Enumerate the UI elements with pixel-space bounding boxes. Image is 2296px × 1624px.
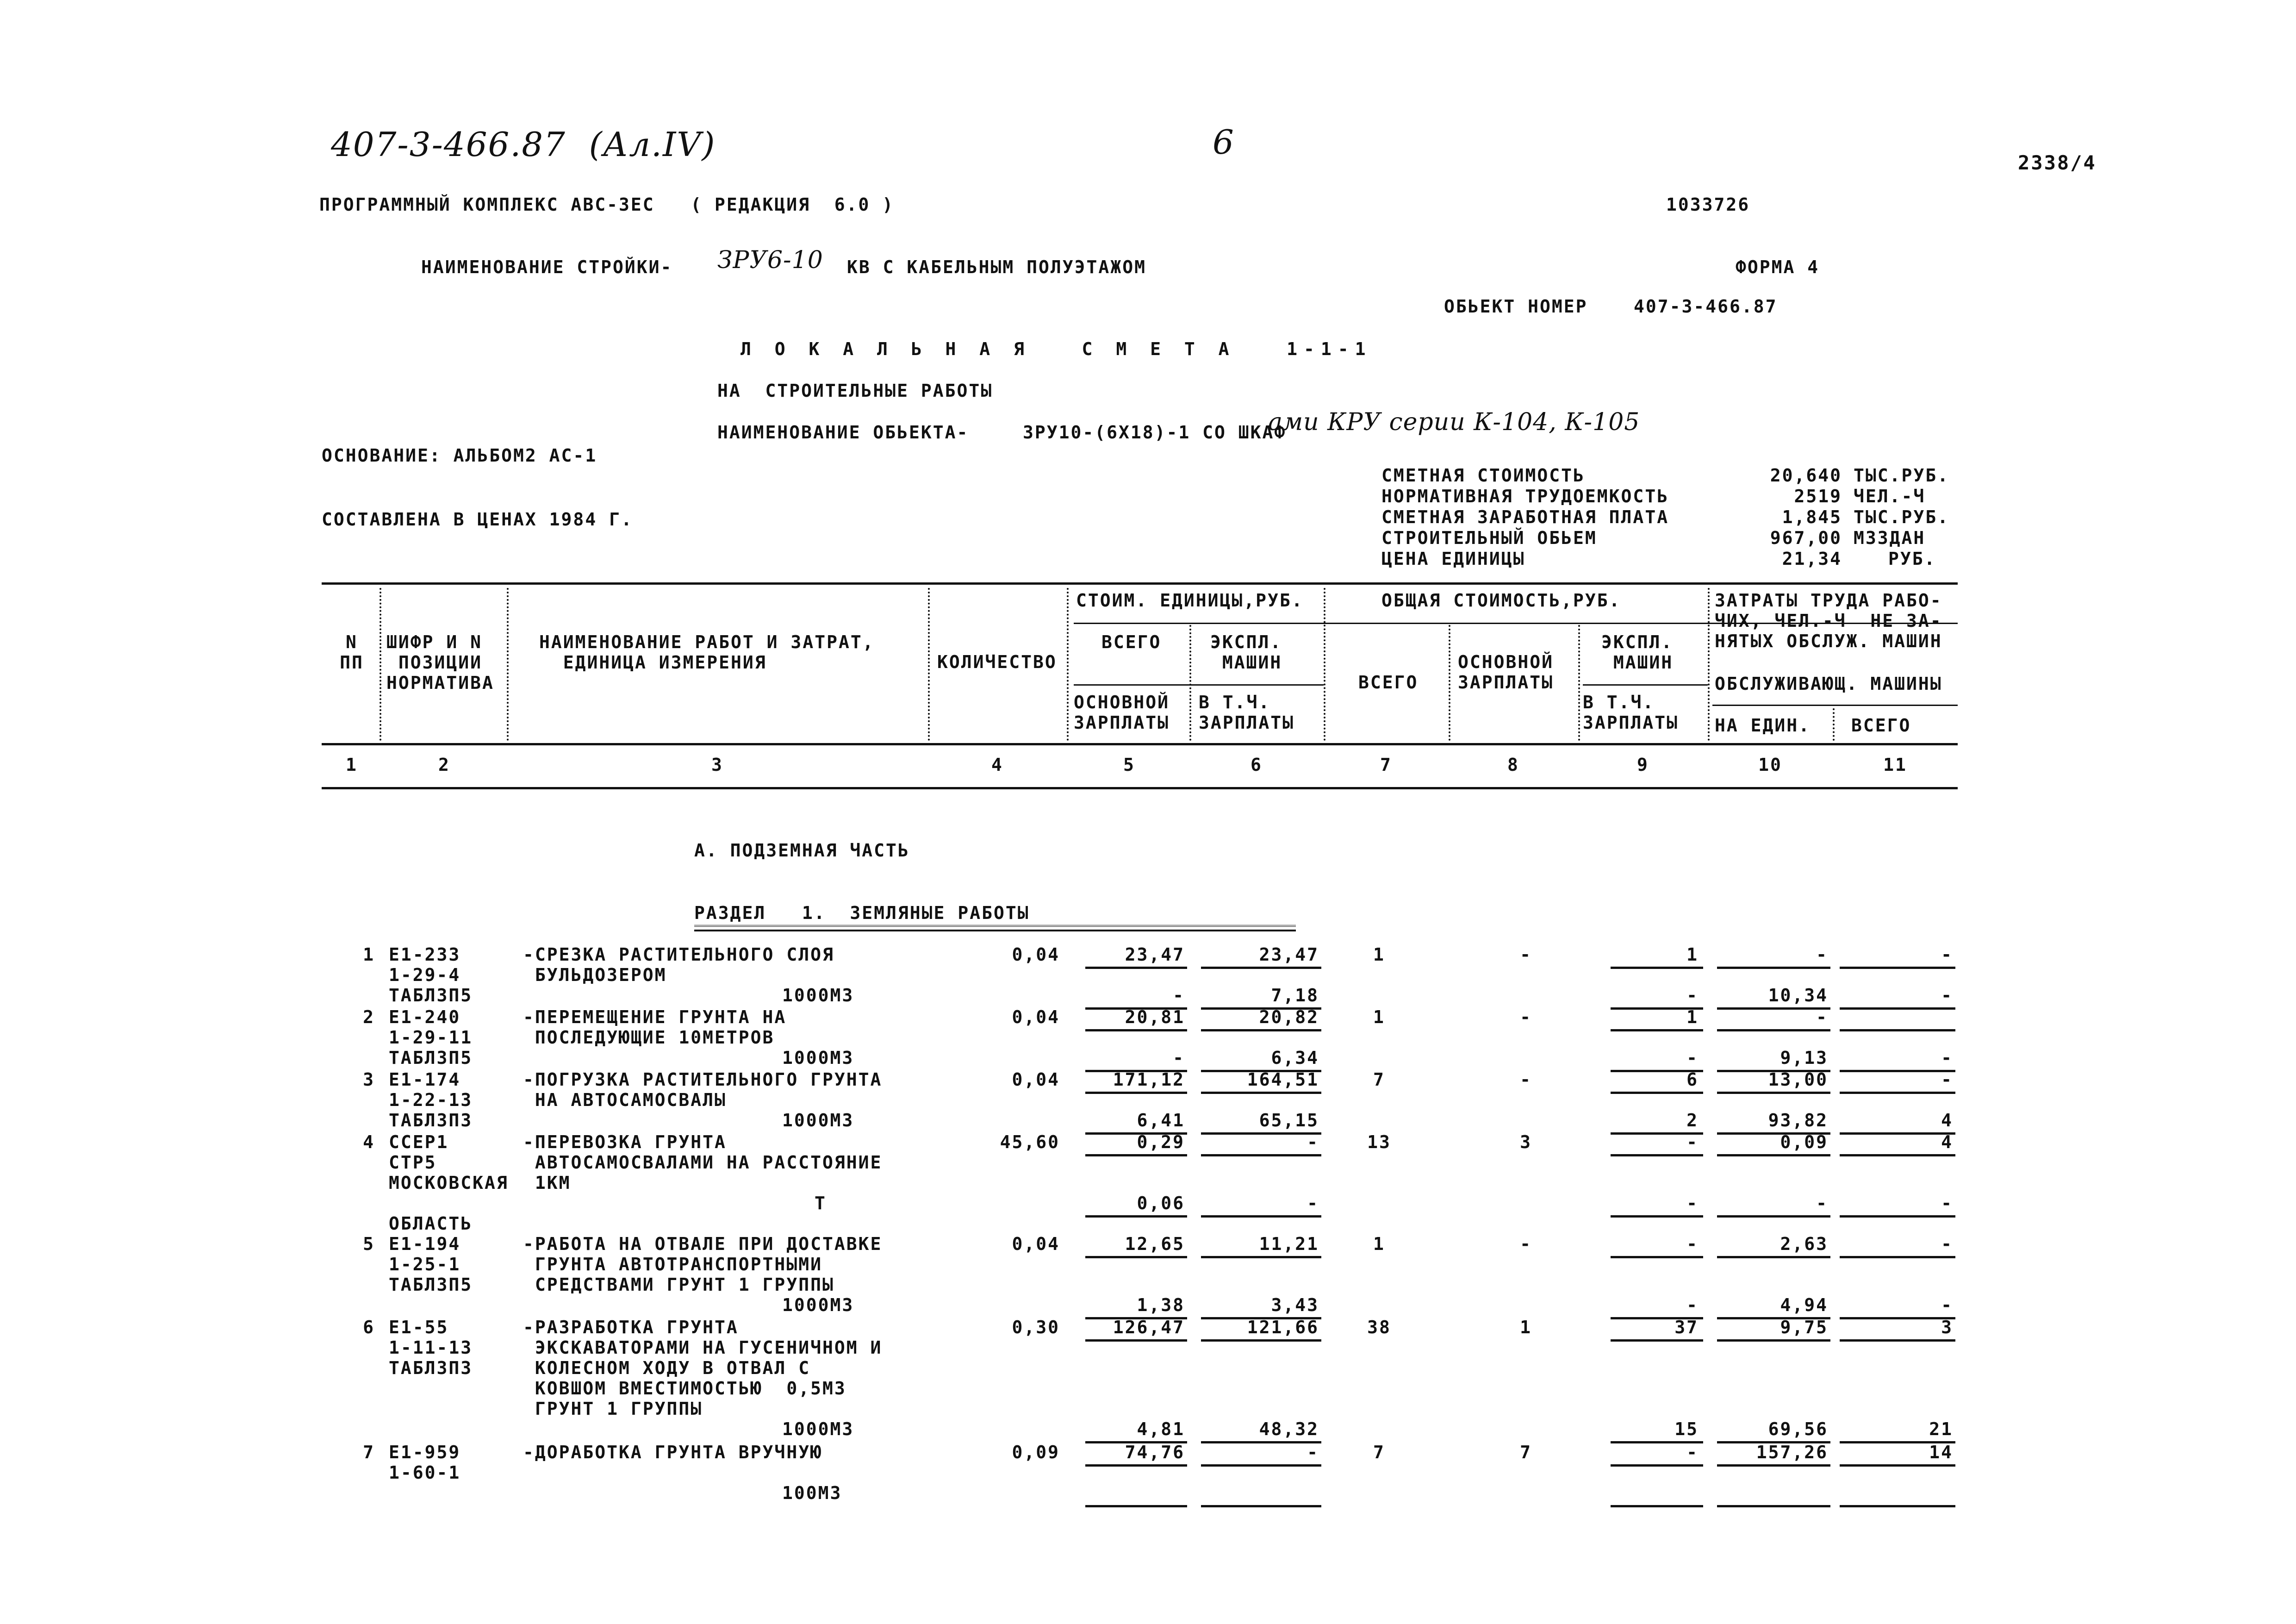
row-labor-mach-total: - bbox=[1941, 1295, 1953, 1315]
row-total-mach: 1 bbox=[1686, 1007, 1699, 1027]
section-title: РАЗДЕЛ 1. ЗЕМЛЯНЫЕ РАБОТЫ bbox=[694, 903, 1030, 923]
cell-rule bbox=[1717, 1256, 1830, 1258]
row-labor-unit: 157,26 bbox=[1756, 1442, 1828, 1462]
row-total-wage: - bbox=[1520, 944, 1532, 965]
row-quantity: 0,04 bbox=[1012, 944, 1060, 965]
row-unit-cost-mach: - bbox=[1307, 1442, 1319, 1462]
row-name: -ДОРАБОТКА ГРУНТА ВРУЧНУЮ bbox=[523, 1442, 822, 1462]
row-unit: 1000М3 bbox=[782, 1295, 854, 1315]
cell-rule bbox=[1085, 1092, 1187, 1094]
cell-rule bbox=[1085, 1339, 1187, 1342]
row-name: 1КМ bbox=[523, 1173, 571, 1193]
row-total-mach: 6 bbox=[1686, 1069, 1699, 1090]
cell-rule bbox=[1611, 1464, 1703, 1467]
column-divider bbox=[928, 588, 930, 741]
column-divider bbox=[1189, 625, 1191, 741]
cell-rule bbox=[1611, 1256, 1703, 1258]
row-labor-mach-unit: 9,13 bbox=[1780, 1048, 1828, 1068]
row-name: -ПЕРЕВОЗКА ГРУНТА bbox=[523, 1132, 727, 1152]
column-divider bbox=[380, 588, 381, 741]
row-quantity: 0,04 bbox=[1012, 1069, 1060, 1090]
handwritten-code: 407-3-466.87 (Ал.IV) bbox=[331, 125, 716, 164]
row-unit: 100М3 bbox=[782, 1483, 842, 1503]
col-number: 1 bbox=[346, 755, 358, 775]
construction-name: КВ С КАБЕЛЬНЫМ ПОЛУЭТАЖОМ bbox=[847, 257, 1146, 277]
col-header-number: N ПП bbox=[340, 632, 364, 673]
row-total-mach-wage: - bbox=[1686, 985, 1699, 1006]
summary-unit: ТЫС.РУБ. bbox=[1854, 465, 1950, 486]
object-number-label: ОБЬЕКТ НОМЕР bbox=[1444, 296, 1588, 317]
row-unit-cost-mach: 23,47 bbox=[1259, 944, 1319, 965]
row-number: 1 bbox=[363, 944, 375, 965]
col-number: 10 bbox=[1758, 755, 1782, 775]
document-subtitle: НА СТРОИТЕЛЬНЫЕ РАБОТЫ bbox=[717, 381, 993, 401]
col-header-labor-mach: ОБСЛУЖИВАЮЩ. МАШИНЫ bbox=[1715, 674, 1942, 694]
summary-value: 21,34 bbox=[1782, 549, 1842, 569]
cell-rule bbox=[1085, 1464, 1187, 1467]
summary-value: 1,845 bbox=[1782, 507, 1842, 527]
row-quantity: 0,09 bbox=[1012, 1442, 1060, 1462]
cell-rule bbox=[1611, 1092, 1703, 1094]
col-header-labor-unit: НА ЕДИН. bbox=[1715, 715, 1811, 736]
row-total-wage: - bbox=[1520, 1007, 1532, 1027]
row-number: 5 bbox=[363, 1234, 375, 1254]
row-number: 3 bbox=[363, 1069, 375, 1090]
cell-rule bbox=[1840, 1505, 1955, 1507]
column-divider bbox=[1708, 588, 1710, 741]
code-number: 1033726 bbox=[1666, 194, 1750, 215]
summary-label: СМЕТНАЯ СТОИМОСТЬ bbox=[1381, 465, 1585, 486]
cell-rule bbox=[1840, 1215, 1955, 1218]
row-unit-cost-mach: 164,51 bbox=[1247, 1069, 1319, 1090]
cell-rule bbox=[1611, 1505, 1703, 1507]
row-labor-total: 3 bbox=[1941, 1317, 1953, 1337]
row-code: Е1-959 bbox=[389, 1442, 461, 1462]
row-labor-mach-total: - bbox=[1941, 985, 1953, 1006]
row-unit-cost-total: 171,12 bbox=[1113, 1069, 1185, 1090]
row-code: СТР5 bbox=[389, 1152, 437, 1173]
col-header-labor: ЗАТРАТЫ ТРУДА РАБО- ЧИХ, ЧЕЛ.-Ч НЕ ЗА- НЯТЫХ ОБСЛУЖ. МАШИН bbox=[1715, 590, 1942, 651]
row-number: 2 bbox=[363, 1007, 375, 1027]
row-code: Е1-174 bbox=[389, 1069, 461, 1090]
cell-rule bbox=[1717, 1029, 1830, 1031]
row-unit-wage: - bbox=[1173, 1048, 1185, 1068]
row-labor-unit: 9,75 bbox=[1780, 1317, 1828, 1337]
row-labor-mach-unit: - bbox=[1816, 1193, 1828, 1213]
row-unit-cost-total: 20,81 bbox=[1125, 1007, 1185, 1027]
row-code: ТАБЛ3П5 bbox=[389, 985, 473, 1006]
row-code: 1-11-13 bbox=[389, 1337, 473, 1358]
cell-rule bbox=[1840, 1007, 1955, 1010]
col-header-tc-mach: ЭКСПЛ. МАШИН bbox=[1601, 632, 1674, 673]
cell-rule bbox=[1611, 1154, 1703, 1156]
cell-rule bbox=[1840, 1464, 1955, 1467]
row-unit-cost-total: 12,65 bbox=[1125, 1234, 1185, 1254]
row-quantity: 0,04 bbox=[1012, 1007, 1060, 1027]
cell-rule bbox=[1201, 1092, 1321, 1094]
row-total-cost: 1 bbox=[1373, 1234, 1385, 1254]
summary-label: СМЕТНАЯ ЗАРАБОТНАЯ ПЛАТА bbox=[1381, 507, 1669, 527]
col-number: 3 bbox=[711, 755, 723, 775]
col-header-code: ШИФР И N ПОЗИЦИИ НОРМАТИВА bbox=[386, 632, 494, 693]
row-name: ПОСЛЕДУЮЩИЕ 10МЕТРОВ bbox=[523, 1027, 775, 1048]
row-unit-wage: 0,06 bbox=[1137, 1193, 1185, 1213]
row-total-wage: 7 bbox=[1520, 1442, 1532, 1462]
construction-hand: ЗРУ6-10 bbox=[717, 246, 823, 274]
cell-rule bbox=[1717, 1154, 1830, 1156]
row-unit-cost-total: 126,47 bbox=[1113, 1317, 1185, 1337]
header-rule-mid4 bbox=[1712, 705, 1958, 706]
row-unit-mach-wage: 3,43 bbox=[1271, 1295, 1319, 1315]
row-name: НА АВТОСАМОСВАЛЫ bbox=[523, 1090, 727, 1110]
summary-value: 20,640 bbox=[1770, 465, 1842, 486]
row-unit-wage: 6,41 bbox=[1137, 1110, 1185, 1131]
row-name: -РАЗРАБОТКА ГРУНТА bbox=[523, 1317, 739, 1337]
col-header-tc-incl: В Т.Ч. ЗАРПЛАТЫ bbox=[1583, 692, 1679, 733]
row-labor-mach-total: 21 bbox=[1929, 1419, 1953, 1439]
row-total-mach-wage: - bbox=[1686, 1048, 1699, 1068]
cell-rule bbox=[1085, 1029, 1187, 1031]
row-labor-mach-unit: 93,82 bbox=[1768, 1110, 1828, 1131]
row-code: Е1-233 bbox=[389, 944, 461, 965]
prices-year: СОСТАВЛЕНА В ЦЕНАХ 1984 Г. bbox=[322, 509, 633, 530]
cell-rule bbox=[1085, 1154, 1187, 1156]
column-divider bbox=[1324, 588, 1325, 741]
row-unit-cost-total: 0,29 bbox=[1137, 1132, 1185, 1152]
row-code: Е1-55 bbox=[389, 1317, 449, 1337]
row-labor-mach-total: - bbox=[1941, 1048, 1953, 1068]
cell-rule bbox=[1717, 1092, 1830, 1094]
row-total-cost: 1 bbox=[1373, 944, 1385, 965]
row-labor-total: 4 bbox=[1941, 1132, 1953, 1152]
row-unit: Т bbox=[815, 1193, 827, 1213]
row-code: ТАБЛ3П5 bbox=[389, 1048, 473, 1068]
cell-rule bbox=[1611, 1339, 1703, 1342]
row-labor-mach-unit: 10,34 bbox=[1768, 985, 1828, 1006]
row-unit: 1000М3 bbox=[782, 1048, 854, 1068]
col-header-labor-total: ВСЕГО bbox=[1851, 715, 1911, 736]
summary-unit: ТЫС.РУБ. bbox=[1854, 507, 1950, 527]
cell-rule bbox=[1717, 1464, 1830, 1467]
row-unit-cost-total: 23,47 bbox=[1125, 944, 1185, 965]
cell-rule bbox=[1201, 1339, 1321, 1342]
row-labor-total: 14 bbox=[1929, 1442, 1953, 1462]
row-unit-cost-mach: - bbox=[1307, 1132, 1319, 1152]
row-labor-mach-total: 4 bbox=[1941, 1110, 1953, 1131]
program-line: ПРОГРАММНЫЙ КОМПЛЕКС АВС-3ЕС ( РЕДАКЦИЯ 6.0 ) bbox=[319, 194, 895, 215]
row-code: ССЕР1 bbox=[389, 1132, 449, 1152]
col-number: 8 bbox=[1507, 755, 1519, 775]
row-labor-mach-unit: 4,94 bbox=[1780, 1295, 1828, 1315]
row-name: КОВШОМ ВМЕСТИМОСТЬЮ 0,5М3 bbox=[523, 1378, 846, 1399]
row-unit-wage: - bbox=[1173, 985, 1185, 1006]
form-label: ФОРМА 4 bbox=[1736, 257, 1820, 277]
object-label: НАИМЕНОВАНИЕ ОБЬЕКТА- bbox=[717, 422, 969, 443]
row-name: СРЕДСТВАМИ ГРУНТ 1 ГРУППЫ bbox=[523, 1274, 834, 1295]
col-header-uc-wage: ОСНОВНОЙ ЗАРПЛАТЫ bbox=[1074, 692, 1170, 733]
row-unit-mach-wage: - bbox=[1307, 1193, 1319, 1213]
col-header-uc-mach: ЭКСПЛ. МАШИН bbox=[1210, 632, 1282, 673]
col-number: 5 bbox=[1123, 755, 1135, 775]
row-code: ТАБЛ3П3 bbox=[389, 1358, 473, 1378]
summary-value: 967,00 bbox=[1770, 528, 1842, 548]
row-total-wage: - bbox=[1520, 1234, 1532, 1254]
header-rule-mid3 bbox=[1583, 684, 1708, 686]
row-unit-cost-mach: 11,21 bbox=[1259, 1234, 1319, 1254]
row-code: ТАБЛ3П5 bbox=[389, 1274, 473, 1295]
row-total-cost: 7 bbox=[1373, 1069, 1385, 1090]
cell-rule bbox=[1201, 967, 1321, 969]
row-code: 1-25-1 bbox=[389, 1254, 461, 1274]
row-unit-mach-wage: 65,15 bbox=[1259, 1110, 1319, 1131]
document-title: Л О К А Л Ь Н А Я С М Е Т А 1-1-1 bbox=[740, 339, 1372, 359]
row-name: ЭКСКАВАТОРАМИ НА ГУСЕНИЧНОМ И bbox=[523, 1337, 883, 1358]
cell-rule bbox=[1611, 967, 1703, 969]
cell-rule bbox=[1717, 1339, 1830, 1342]
col-number: 6 bbox=[1251, 755, 1263, 775]
row-name: ГРУНТА АВТОТРАНСПОРТНЫМИ bbox=[523, 1254, 822, 1274]
cell-rule bbox=[1201, 1256, 1321, 1258]
row-total-mach: 1 bbox=[1686, 944, 1699, 965]
row-total-mach-wage: 15 bbox=[1674, 1419, 1699, 1439]
row-labor-unit: 2,63 bbox=[1780, 1234, 1828, 1254]
row-labor-total: - bbox=[1941, 1069, 1953, 1090]
row-total-cost: 38 bbox=[1367, 1317, 1391, 1337]
row-quantity: 45,60 bbox=[1000, 1132, 1060, 1152]
row-code: МОСКОВСКАЯ bbox=[389, 1173, 509, 1193]
col-header-tc-wage: ОСНОВНОЙ ЗАРПЛАТЫ bbox=[1458, 652, 1554, 693]
column-divider bbox=[507, 588, 509, 741]
cell-rule bbox=[1085, 1256, 1187, 1258]
cell-rule bbox=[1201, 1215, 1321, 1218]
row-total-cost: 7 bbox=[1373, 1442, 1385, 1462]
cell-rule bbox=[1840, 1256, 1955, 1258]
row-name: -ПОГРУЗКА РАСТИТЕЛЬНОГО ГРУНТА bbox=[523, 1069, 883, 1090]
summary-label: НОРМАТИВНАЯ ТРУДОЕМКОСТЬ bbox=[1381, 486, 1669, 506]
row-labor-total: - bbox=[1941, 1234, 1953, 1254]
row-quantity: 0,30 bbox=[1012, 1317, 1060, 1337]
cell-rule bbox=[1085, 1215, 1187, 1218]
row-labor-unit: - bbox=[1816, 944, 1828, 965]
row-code: 1-60-1 bbox=[389, 1462, 461, 1483]
row-unit: 1000М3 bbox=[782, 1110, 854, 1131]
cell-rule bbox=[1201, 1154, 1321, 1156]
column-divider bbox=[1833, 708, 1835, 741]
summary-unit: ЧЕЛ.-Ч bbox=[1854, 486, 1926, 506]
row-labor-total: - bbox=[1941, 944, 1953, 965]
col-header-uc-total: ВСЕГО bbox=[1101, 632, 1162, 652]
cell-rule bbox=[1717, 1505, 1830, 1507]
row-unit-mach-wage: 6,34 bbox=[1271, 1048, 1319, 1068]
row-total-mach: - bbox=[1686, 1442, 1699, 1462]
row-total-cost: 1 bbox=[1373, 1007, 1385, 1027]
row-labor-unit: - bbox=[1816, 1007, 1828, 1027]
row-unit-cost-total: 74,76 bbox=[1125, 1442, 1185, 1462]
summary-unit: РУБ. bbox=[1888, 549, 1936, 569]
header-rule-bottom bbox=[322, 743, 1958, 745]
row-total-wage: 1 bbox=[1520, 1317, 1532, 1337]
header-rule-top bbox=[322, 582, 1958, 585]
page-number: 6 bbox=[1213, 123, 1235, 162]
col-header-total-cost: ОБЩАЯ СТОИМОСТЬ,РУБ. bbox=[1381, 590, 1621, 611]
row-labor-unit: 0,09 bbox=[1780, 1132, 1828, 1152]
row-name: ГРУНТ 1 ГРУППЫ bbox=[523, 1399, 703, 1419]
col-header-name: НАИМЕНОВАНИЕ РАБОТ И ЗАТРАТ, ЕДИНИЦА ИЗМЕРЕНИЯ bbox=[539, 632, 875, 673]
row-code: 1-29-11 bbox=[389, 1027, 473, 1048]
cell-rule bbox=[1840, 1154, 1955, 1156]
row-code: Е1-240 bbox=[389, 1007, 461, 1027]
row-unit-wage: 1,38 bbox=[1137, 1295, 1185, 1315]
row-number: 4 bbox=[363, 1132, 375, 1152]
cell-rule bbox=[1840, 1339, 1955, 1342]
row-name: БУЛЬДОЗЕРОМ bbox=[523, 965, 667, 985]
cell-rule bbox=[1201, 1464, 1321, 1467]
row-name: КОЛЕСНОМ ХОДУ В ОТВАЛ С bbox=[523, 1358, 811, 1378]
row-total-cost: 13 bbox=[1367, 1132, 1391, 1152]
row-labor-mach-unit: 69,56 bbox=[1768, 1419, 1828, 1439]
cell-rule bbox=[1201, 1029, 1321, 1031]
row-quantity: 0,04 bbox=[1012, 1234, 1060, 1254]
row-code: ОБЛАСТЬ bbox=[389, 1213, 473, 1234]
row-unit-mach-wage: 7,18 bbox=[1271, 985, 1319, 1006]
row-unit: 1000М3 bbox=[782, 985, 854, 1006]
row-total-mach-wage: - bbox=[1686, 1295, 1699, 1315]
row-total-mach-wage: - bbox=[1686, 1193, 1699, 1213]
cell-rule bbox=[1717, 1215, 1830, 1218]
row-labor-unit: 13,00 bbox=[1768, 1069, 1828, 1090]
cell-rule bbox=[1840, 1092, 1955, 1094]
row-unit-cost-mach: 121,66 bbox=[1247, 1317, 1319, 1337]
row-code: ТАБЛ3П3 bbox=[389, 1110, 473, 1131]
row-code: 1-29-4 bbox=[389, 965, 461, 985]
cell-rule bbox=[1717, 967, 1830, 969]
row-total-mach: 37 bbox=[1674, 1317, 1699, 1337]
column-divider bbox=[1067, 588, 1069, 741]
section-part: А. ПОДЗЕМНАЯ ЧАСТЬ bbox=[694, 840, 910, 861]
col-header-uc-incl: В Т.Ч. ЗАРПЛАТЫ bbox=[1199, 692, 1295, 733]
summary-unit: М3ЗДАН bbox=[1854, 528, 1926, 548]
basis: ОСНОВАНИЕ: АЛЬБОМ2 АС-1 bbox=[322, 445, 597, 466]
column-divider bbox=[1578, 625, 1580, 741]
row-number: 7 bbox=[363, 1442, 375, 1462]
row-code: 1-22-13 bbox=[389, 1090, 473, 1110]
row-total-mach-wage: 2 bbox=[1686, 1110, 1699, 1131]
cell-rule bbox=[1611, 1215, 1703, 1218]
cell-rule bbox=[1085, 967, 1187, 969]
summary-label: СТРОИТЕЛЬНЫЙ ОБЬЕМ bbox=[1381, 528, 1597, 548]
object-name: ЗРУ10-(6Х18)-1 СО ШКАФ bbox=[1023, 422, 1287, 443]
cell-rule bbox=[1840, 967, 1955, 969]
summary-label: ЦЕНА ЕДИНИЦЫ bbox=[1381, 549, 1525, 569]
number-rule-bottom bbox=[322, 787, 1958, 789]
cell-rule bbox=[1085, 1505, 1187, 1507]
row-name: -РАБОТА НА ОТВАЛЕ ПРИ ДОСТАВКЕ bbox=[523, 1234, 883, 1254]
cell-rule bbox=[1840, 1029, 1955, 1031]
object-hand: ами КРУ серии К-104, К-105 bbox=[1268, 408, 1640, 436]
row-labor-mach-total: - bbox=[1941, 1193, 1953, 1213]
row-unit: 1000М3 bbox=[782, 1419, 854, 1439]
row-total-wage: 3 bbox=[1520, 1132, 1532, 1152]
row-total-wage: - bbox=[1520, 1069, 1532, 1090]
column-divider bbox=[1449, 625, 1450, 741]
col-header-tc-total: ВСЕГО bbox=[1358, 672, 1419, 693]
row-unit-mach-wage: 48,32 bbox=[1259, 1419, 1319, 1439]
row-total-mach: - bbox=[1686, 1234, 1699, 1254]
sheet-ref: 2338/4 bbox=[2018, 151, 2097, 174]
row-code: Е1-194 bbox=[389, 1234, 461, 1254]
col-number: 9 bbox=[1637, 755, 1649, 775]
cell-rule bbox=[1201, 1505, 1321, 1507]
header-rule-mid2 bbox=[1074, 684, 1324, 686]
row-name: -ПЕРЕМЕЩЕНИЕ ГРУНТА НА bbox=[523, 1007, 787, 1027]
row-unit-wage: 4,81 bbox=[1137, 1419, 1185, 1439]
col-number: 2 bbox=[438, 755, 450, 775]
col-header-unit-cost: СТОИМ. ЕДИНИЦЫ,РУБ. bbox=[1076, 590, 1304, 611]
row-total-mach: - bbox=[1686, 1132, 1699, 1152]
col-number: 11 bbox=[1883, 755, 1907, 775]
section-underline bbox=[694, 925, 1296, 931]
object-number: 407-3-466.87 bbox=[1634, 296, 1778, 317]
summary-value: 2519 bbox=[1794, 486, 1842, 506]
col-number: 4 bbox=[991, 755, 1003, 775]
row-name: -СРЕЗКА РАСТИТЕЛЬНОГО СЛОЯ bbox=[523, 944, 834, 965]
cell-rule bbox=[1611, 1029, 1703, 1031]
col-header-quantity: КОЛИЧЕСТВО bbox=[937, 652, 1057, 672]
row-name: АВТОСАМОСВАЛАМИ НА РАССТОЯНИЕ bbox=[523, 1152, 883, 1173]
col-number: 7 bbox=[1380, 755, 1392, 775]
construction-label: НАИМЕНОВАНИЕ СТРОЙКИ- bbox=[421, 257, 673, 277]
row-number: 6 bbox=[363, 1317, 375, 1337]
row-unit-cost-mach: 20,82 bbox=[1259, 1007, 1319, 1027]
